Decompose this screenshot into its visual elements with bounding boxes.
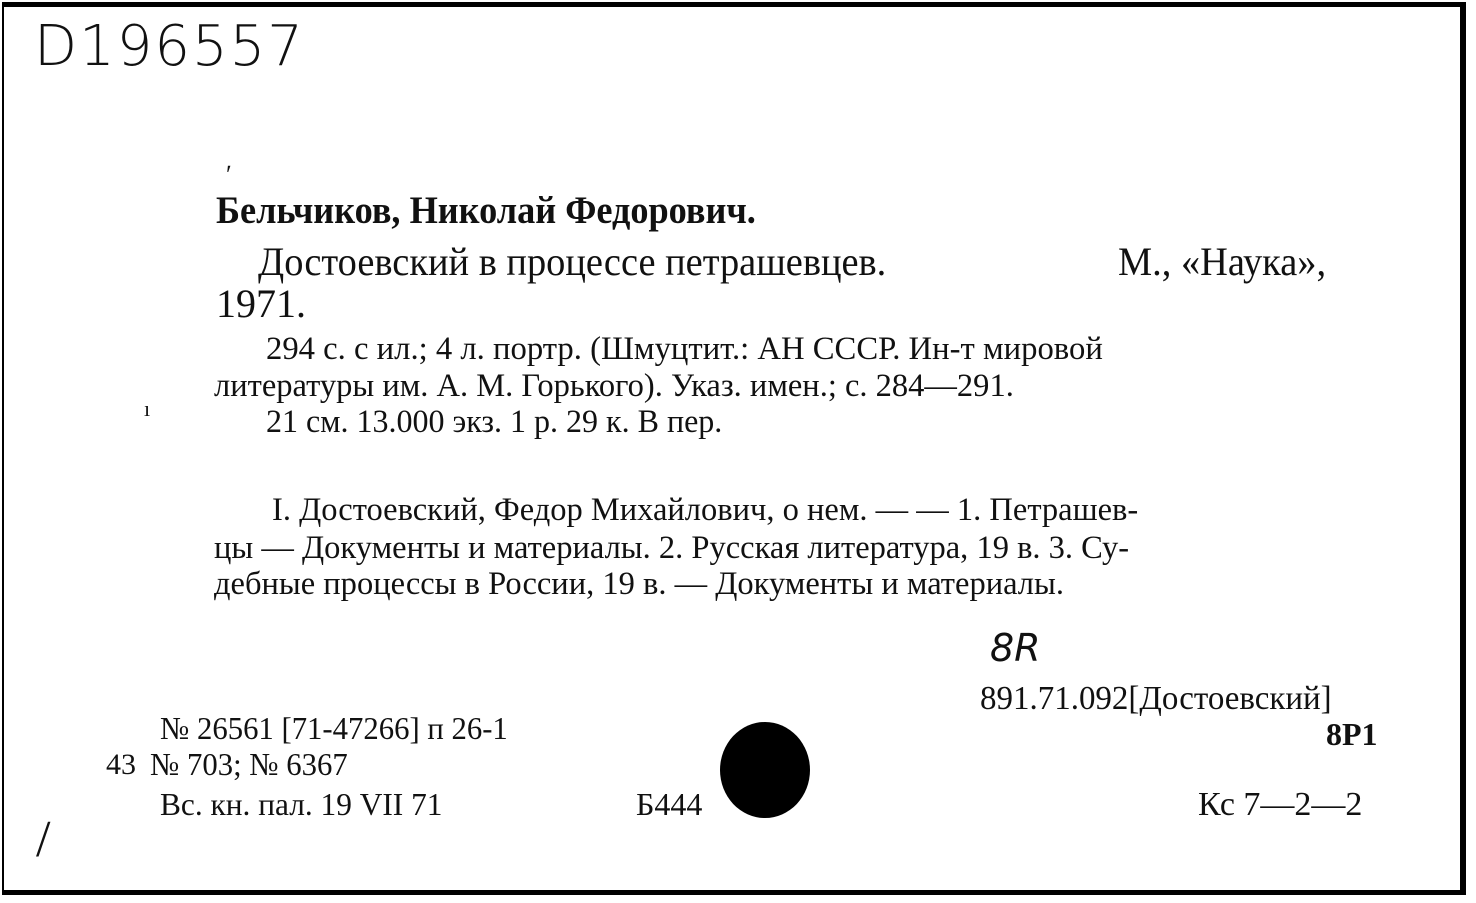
registration-prefix: 43 [106,748,136,781]
author-heading: Бельчиков, Николай Федорович. [216,189,756,232]
year-text: 1971. [216,281,306,326]
registration-line-1: № 26561 [71-47266] п 26-1 [160,710,508,746]
card-code: Кс 7—2—2 [1198,786,1363,823]
print-code: Б444 [636,786,703,822]
left-tick-mark: ı [144,396,151,421]
subjects-line-2: цы — Документы и материалы. 2. Русская литература, 19 в. 3. Су- [214,530,1130,566]
handwritten-mark: 8R [990,626,1041,670]
punch-hole [720,722,810,818]
slash-mark: / [36,811,51,868]
subjects-line-1: I. Достоевский, Федор Михайлович, о нем. — — 1. Петрашев- [272,492,1139,528]
registration-line-2: № 703; № 6367 [150,746,348,782]
registration-line-3: Вс. кн. пал. 19 VII 71 [160,786,443,822]
handwritten-id: D196557 [34,14,305,79]
description-line-3: 21 см. 13.000 экз. 1 р. 29 к. В пер. [266,404,723,440]
description-line-1: 294 с. с ил.; 4 л. портр. (Шмуцтит.: АН СССР. Ин-т мировой [266,331,1103,367]
subjects-line-3: дебные процессы в России, 19 в. — Документы и материалы. [214,566,1064,602]
author-accent: ʹ [226,160,232,189]
class-index: 8Р1 [1326,716,1378,752]
classification-number: 891.71.092[Достоевский] [980,680,1332,717]
description-line-2: литературы им. А. М. Горького). Указ. имен.; с. 284—291. [214,368,1014,404]
title-text: Достоевский в процессе петрашевцев. [258,239,887,284]
publisher-text: М., «Наука», [1118,239,1327,284]
